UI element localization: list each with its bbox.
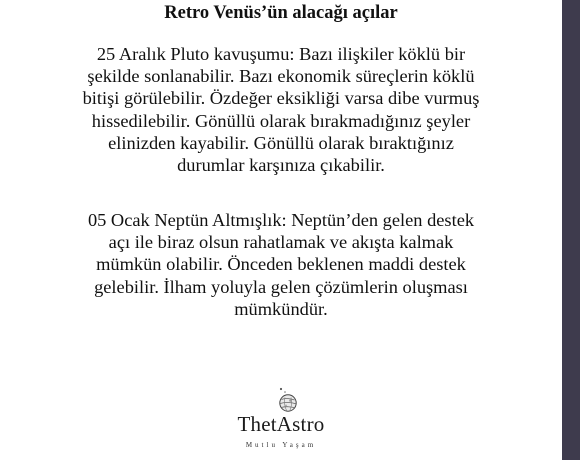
paragraph-line: gelebilir. İlham yoluyla gelen çözümlerin oluşması — [94, 276, 468, 297]
page-title: Retro Venüs’ün alacağı açılar — [164, 3, 398, 23]
brand-name: ThetAstro — [237, 412, 325, 436]
paragraph-neptune-sextile — [0, 209, 562, 320]
paragraph-line: bitişi görülebilir. Özdeğer eksikliği varsa dibe vurmuş — [82, 88, 480, 109]
right-edge-strip — [562, 0, 580, 460]
paragraph-line: hissedilebilir. Gönüllü olarak bırakmadığınız şeyler — [91, 110, 471, 131]
brand-tagline: Mutlu Yaşam — [245, 441, 317, 449]
paragraph-line: açı ile biraz olsun rahatlamak ve akışta kalmak — [108, 232, 454, 253]
paragraph-line: mümkündür. — [234, 298, 328, 319]
paragraph-line: şekilde sonlanabilir. Bazı ekonomik süreçlerin köklü — [87, 66, 475, 87]
paragraph-line: elinizden kayabilir. Gönüllü olarak bıraktığınız — [108, 132, 454, 153]
paragraph-line: mümkün olabilir. Önceden beklenen maddi destek — [96, 254, 466, 275]
paragraph-line: 25 Aralık Pluto kavuşumu: Bazı ilişkiler köklü bir — [96, 44, 466, 64]
planet-globe-icon — [276, 386, 300, 414]
paragraph-line: 05 Ocak Neptün Altmışlık: Neptün’den gelen destek — [87, 210, 475, 230]
paragraph-pluto-conjunction — [0, 43, 562, 176]
paragraph-line: durumlar karşınıza çıkabilir. — [177, 155, 385, 176]
